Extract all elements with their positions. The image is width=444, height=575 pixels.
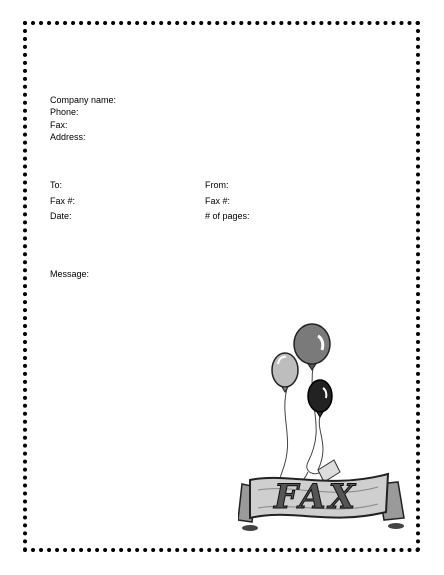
sender-fax-number-label: Fax #: — [205, 196, 231, 206]
recipient-fax-number-label: Fax #: — [50, 196, 76, 206]
from-label: From: — [205, 180, 229, 190]
date-label: Date: — [50, 211, 72, 221]
to-label: To: — [50, 180, 63, 190]
address-label: Address: — [50, 132, 86, 142]
number-of-pages-label: # of pages: — [205, 211, 250, 221]
company-name-label: Company name: — [50, 95, 117, 105]
balloon-string — [280, 385, 308, 488]
fax-label: Fax: — [50, 120, 68, 130]
mid-balloon — [294, 324, 330, 370]
dark-balloon — [308, 380, 332, 417]
light-balloon — [272, 353, 298, 392]
fax-banner-text: FAX — [274, 477, 358, 517]
balloons-fax-banner-illustration — [238, 322, 408, 537]
phone-label: Phone: — [50, 107, 79, 117]
balloon-string — [318, 416, 323, 470]
message-label: Message: — [50, 269, 90, 279]
